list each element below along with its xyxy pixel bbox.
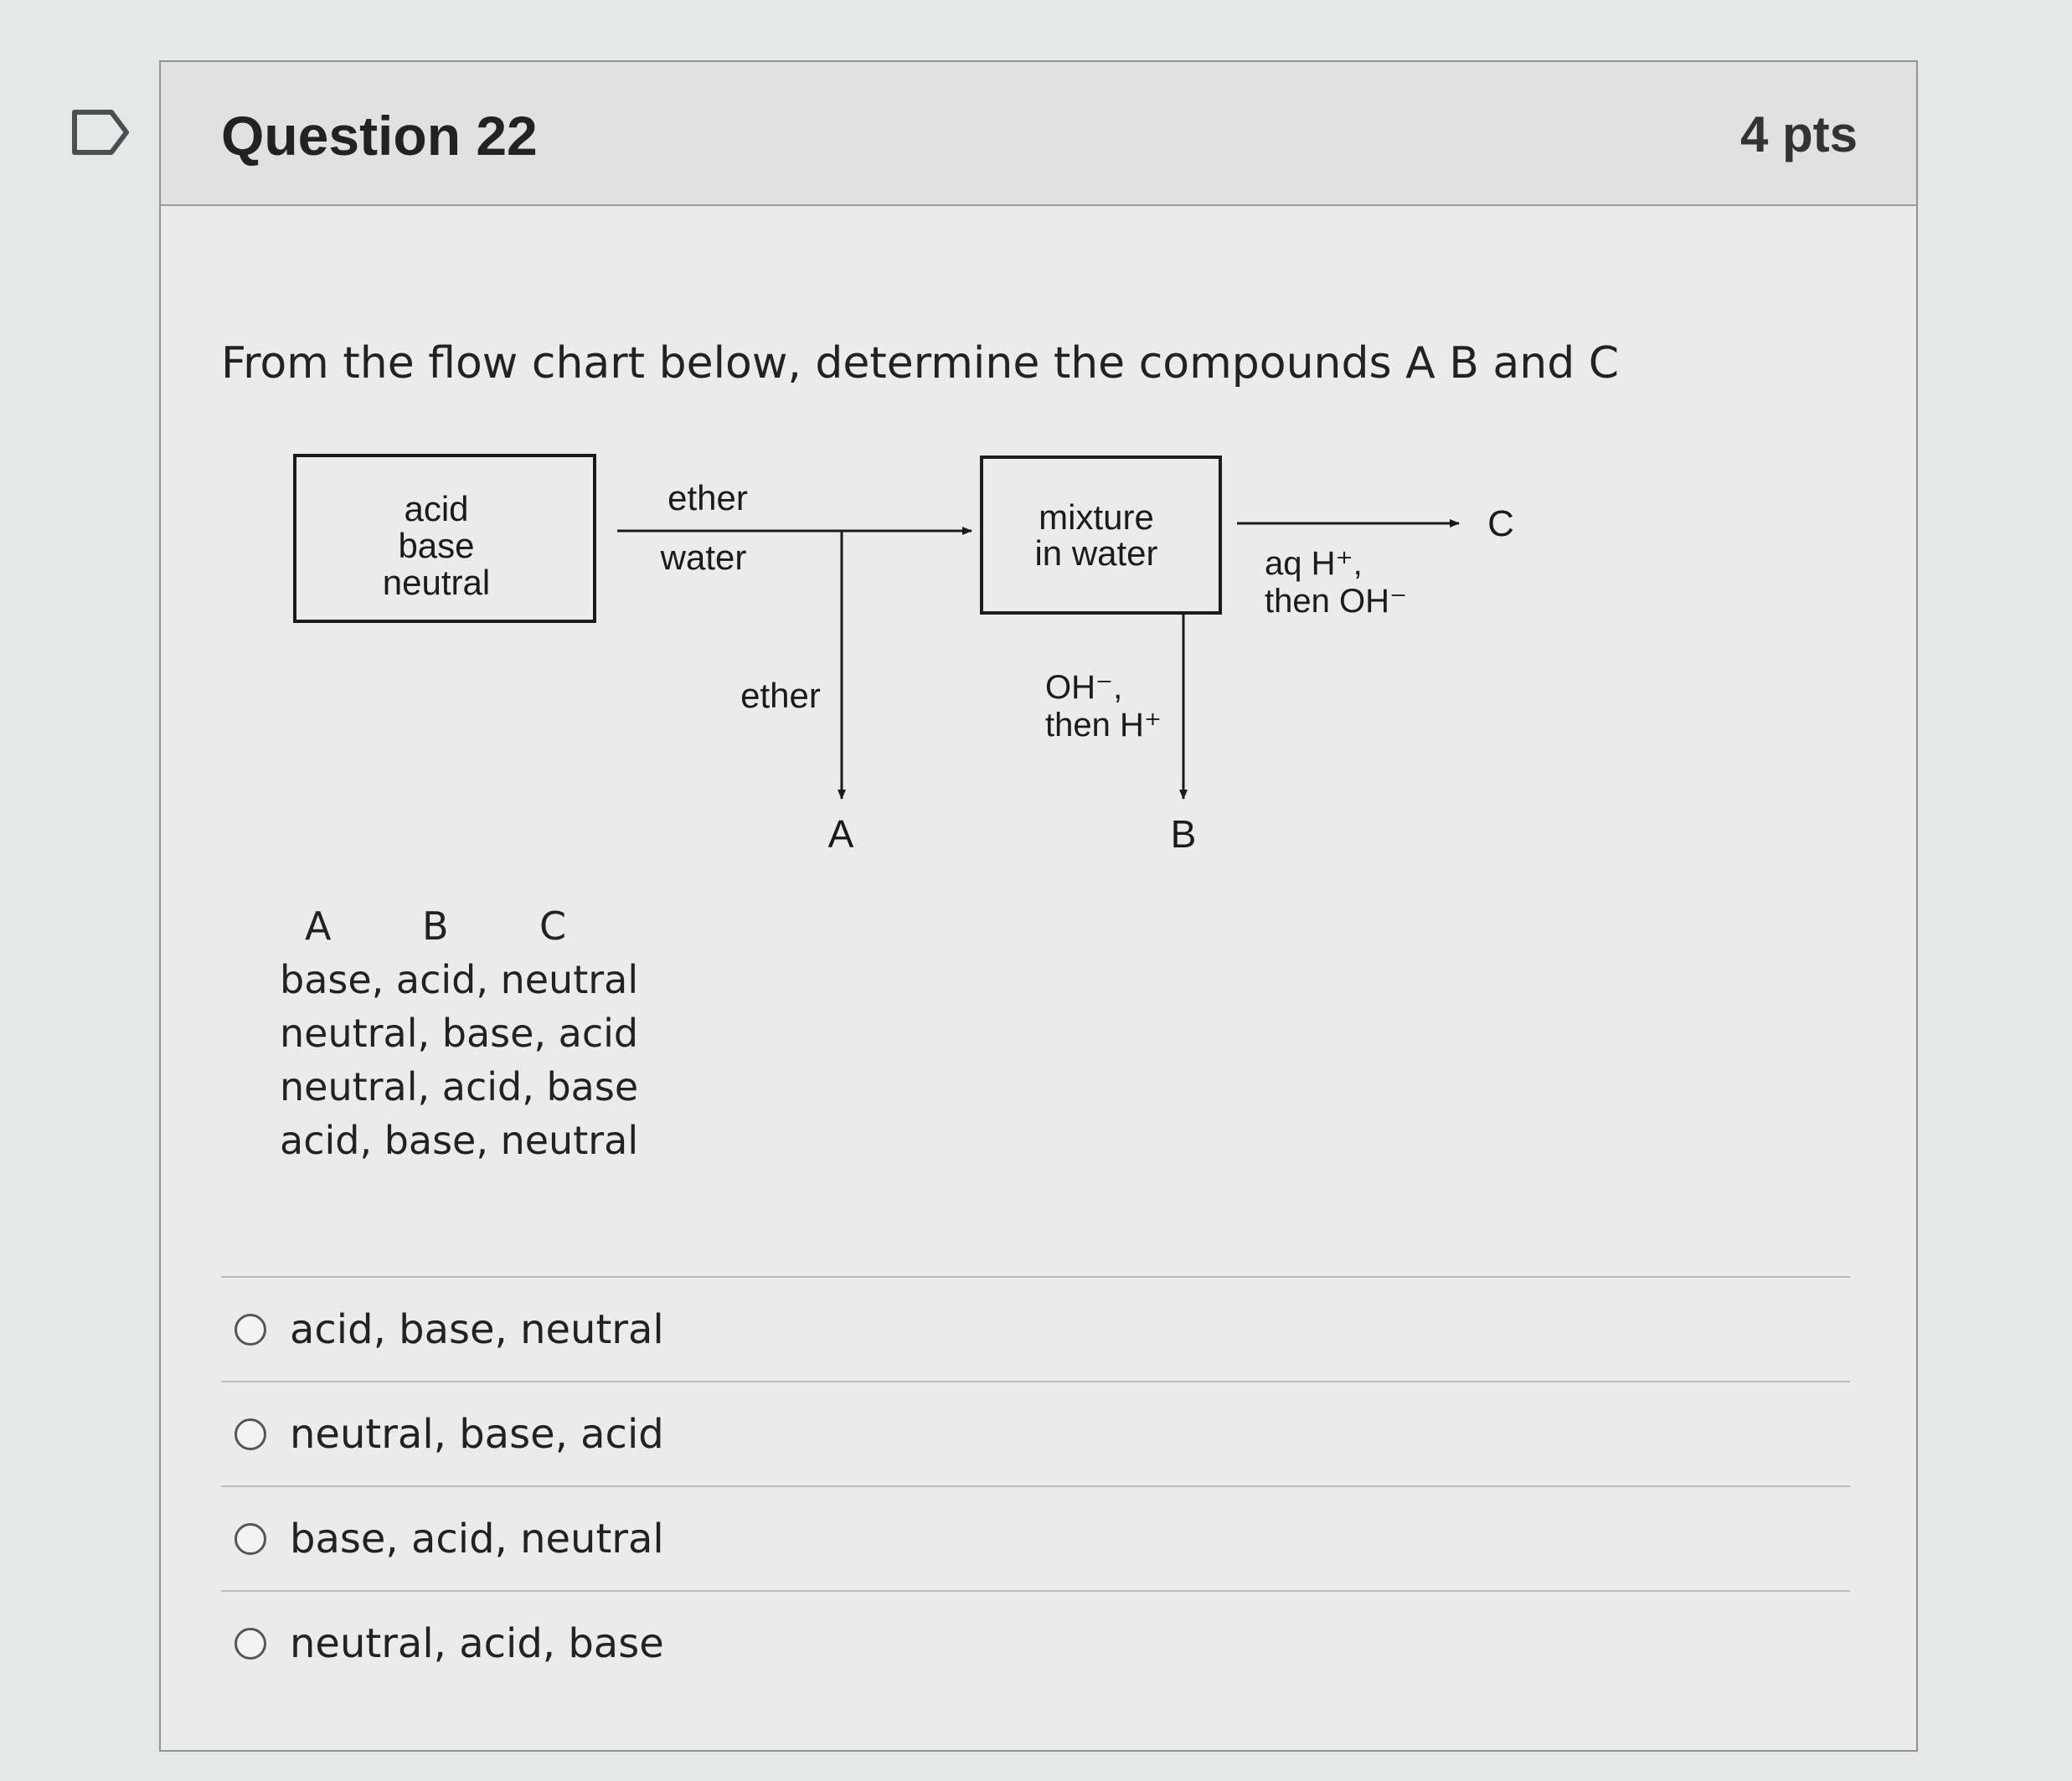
key-header-c: C — [539, 903, 567, 949]
answer-option-label[interactable]: neutral, base, acid — [290, 1410, 664, 1458]
radio-button[interactable] — [235, 1314, 266, 1346]
answer-option[interactable] — [221, 1487, 1850, 1592]
answer-option[interactable] — [221, 1382, 1850, 1487]
branch-down-label: ether — [740, 676, 821, 715]
answer-key-row: acid, base, neutral — [280, 1118, 639, 1163]
answer-option[interactable] — [221, 1278, 1850, 1382]
start-box-line-2: base — [398, 526, 475, 565]
label-c: C — [1487, 503, 1514, 544]
radio-button[interactable] — [235, 1418, 266, 1450]
reagent-b-line-2: then H⁺ — [1045, 707, 1162, 744]
reagent-c-line-2: then OH⁻ — [1265, 583, 1408, 620]
answer-option-label[interactable]: base, acid, neutral — [290, 1515, 664, 1562]
mixture-box-line-2: in water — [1034, 533, 1158, 573]
answer-key-row: neutral, acid, base — [280, 1064, 639, 1109]
reagent-b-line-1: OH⁻, — [1045, 669, 1123, 706]
question-points: 4 pts — [1740, 106, 1858, 162]
answer-option-label[interactable]: acid, base, neutral — [290, 1305, 664, 1353]
answer-option[interactable] — [221, 1592, 1850, 1695]
question-prompt: From the flow chart below, determine the compounds A B and C — [221, 338, 1620, 389]
solvent-top-label: ether — [667, 478, 748, 517]
mixture-box-line-1: mixture — [1039, 497, 1154, 537]
start-box-line-1: acid — [404, 489, 469, 528]
label-a: A — [827, 812, 854, 856]
radio-button[interactable] — [235, 1628, 266, 1660]
answer-key-header — [280, 899, 657, 953]
start-box-line-3: neutral — [382, 563, 491, 602]
solvent-bottom-label: water — [660, 538, 747, 577]
flag-question-icon[interactable] — [71, 109, 131, 156]
key-header-a: A — [305, 903, 332, 949]
reagent-c-line-1: aq H⁺, — [1265, 545, 1363, 582]
question-card — [159, 60, 1918, 1752]
answer-key-row: base, acid, neutral — [280, 957, 639, 1002]
flowchart-diagram — [161, 62, 1920, 899]
question-title: Question 22 — [221, 105, 538, 167]
answer-options — [221, 1276, 1850, 1695]
radio-button[interactable] — [235, 1523, 266, 1555]
answer-key-row: neutral, base, acid — [280, 1011, 639, 1056]
answer-option-label[interactable]: neutral, acid, base — [290, 1619, 664, 1667]
key-header-b: B — [422, 903, 449, 949]
answer-key — [280, 899, 657, 1167]
label-b: B — [1170, 812, 1197, 856]
